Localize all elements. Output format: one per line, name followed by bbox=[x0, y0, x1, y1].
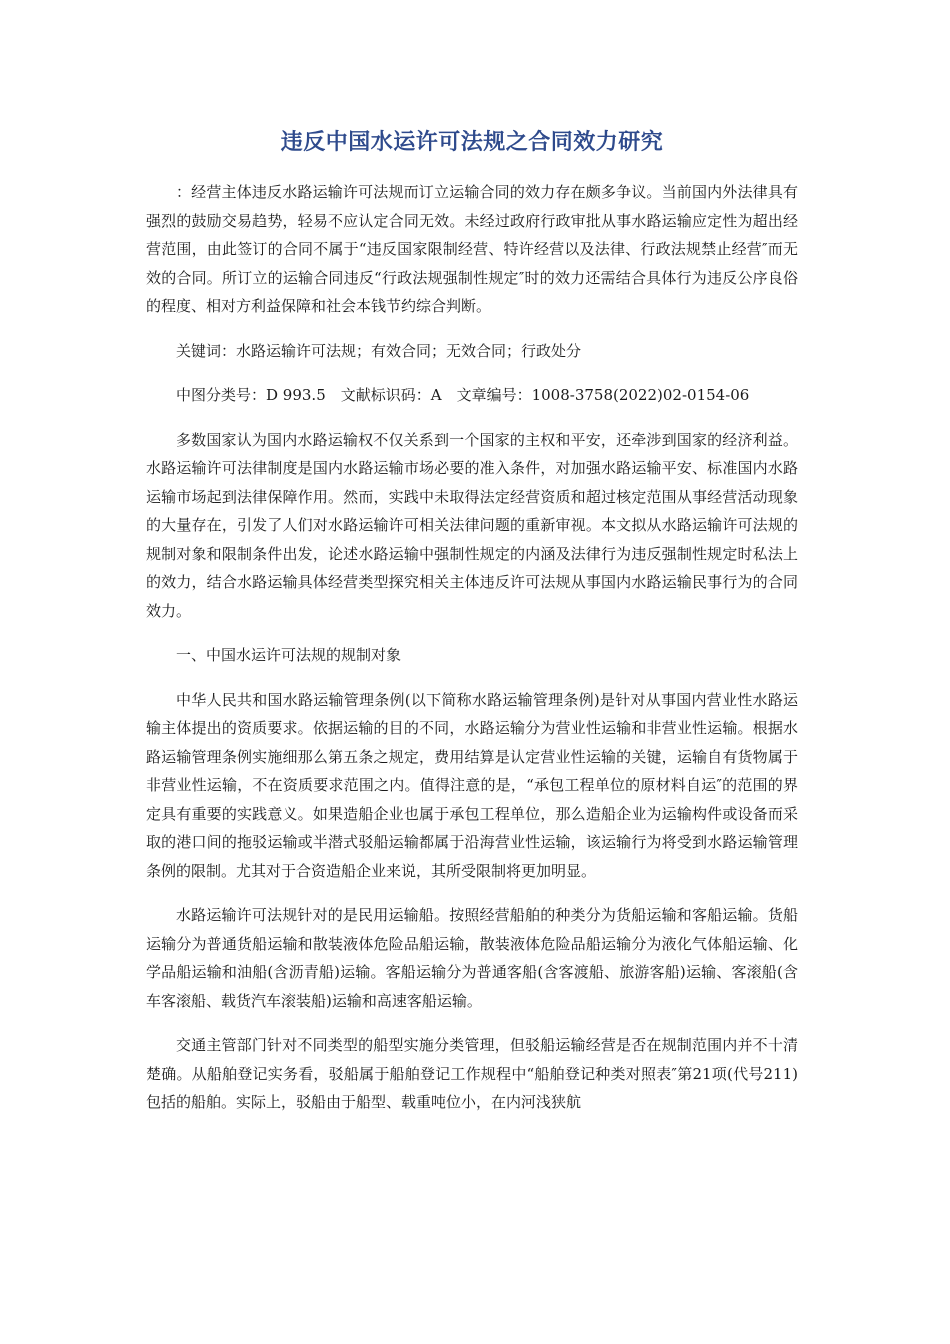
keywords-line: 关键词：水路运输许可法规；有效合同；无效合同；行政处分 bbox=[176, 341, 582, 360]
body-paragraph: 交通主管部门针对不同类型的船型实施分类管理，但驳船运输经营是否在规制范围内并不十清楚确。从船舶登记实务看，驳船属于船舶登记工作规程中“船舶登记种类对照表″第21项(代号211)包括的船舶。实际上，驳船由于船型、载重吨位小，在内河浅狭航 bbox=[146, 1036, 798, 1111]
body-paragraph: 水路运输许可法规针对的是民用运输船。按照经营船舶的种类分为货船运输和客船运输。货船运输分为普通货船运输和散装液体危险品船运输，散装液体危险品船运输分为液化气体船运输、化学品船运输和油船(含沥青船)运输。客船运输分为普通客船(含客渡船、旅游客船)运输、客滚船(含车客滚船、载货汽车滚装船)运输和高速客船运输。 bbox=[146, 906, 798, 1010]
document-title: 违反中国水运许可法规之合同效力研究 bbox=[280, 130, 664, 155]
body-paragraph: 中华人民共和国水路运输管理条例(以下简称水路运输管理条例)是针对从事国内营业性水路运输主体提出的资质要求。依据运输的目的不同，水路运输分为营业性运输和非营业性运输。根据水路运输管理条例实施细那么第五条之规定，费用结算是认定营业性运输的关键，运输自有货物属于非营业性运输，不在资质要求范围之内。值得注意的是，“承包工程单位的原材料自运″的范围的界定具有重要的实践意义。如果造船企业也属于承包工程单位，那么造船企业为运输构件或设备而采取的港口间的拖驳运输或半潜式驳船运输都属于沿海营业性运输，该运输行为将受到水路运输管理条例的限制。尤其对于合资造船企业来说，其所受限制将更加明显。 bbox=[146, 690, 798, 880]
document-page bbox=[146, 128, 798, 1133]
classification-line: 中图分类号：D 993.5 文献标识码：A 文章编号：1008-3758(2022)02-0154-06 bbox=[176, 386, 750, 404]
intro-paragraph: 多数国家认为国内水路运输权不仅关系到一个国家的主权和平安，还牵涉到国家的经济利益。水路运输许可法律制度是国内水路运输市场必要的准入条件，对加强水路运输平安、标准国内水路运输市场起到法律保障作用。然而，实践中未取得法定经营资质和超过核定范围从事经营活动现象的大量存在，引发了人们对水路运输许可相关法律问题的重新审视。本文拟从水路运输许可法规的规制对象和限制条件出发，论述水路运输中强制性规定的内涵及法律行为违反强制性规定时私法上的效力，结合水路运输具体经营类型探究相关主体违反许可法规从事国内水路运输民事行为的合同效力。 bbox=[146, 430, 798, 620]
abstract-paragraph: ：经营主体违反水路运输许可法规而订立运输合同的效力存在颇多争议。当前国内外法律具有强烈的鼓励交易趋势，轻易不应认定合同无效。未经过政府行政审批从事水路运输应定性为超出经营范围，由此签订的合同不属于“违反国家限制经营、特许经营以及法律、行政法规禁止经营″而无效的合同。所订立的运输合同违反“行政法规强制性规定″时的效力还需结合具体行为违反公序良俗的程度、相对方利益保障和社会本钱节约综合判断。 bbox=[146, 183, 798, 315]
section-heading: 一、中国水运许可法规的规制对象 bbox=[176, 646, 402, 664]
